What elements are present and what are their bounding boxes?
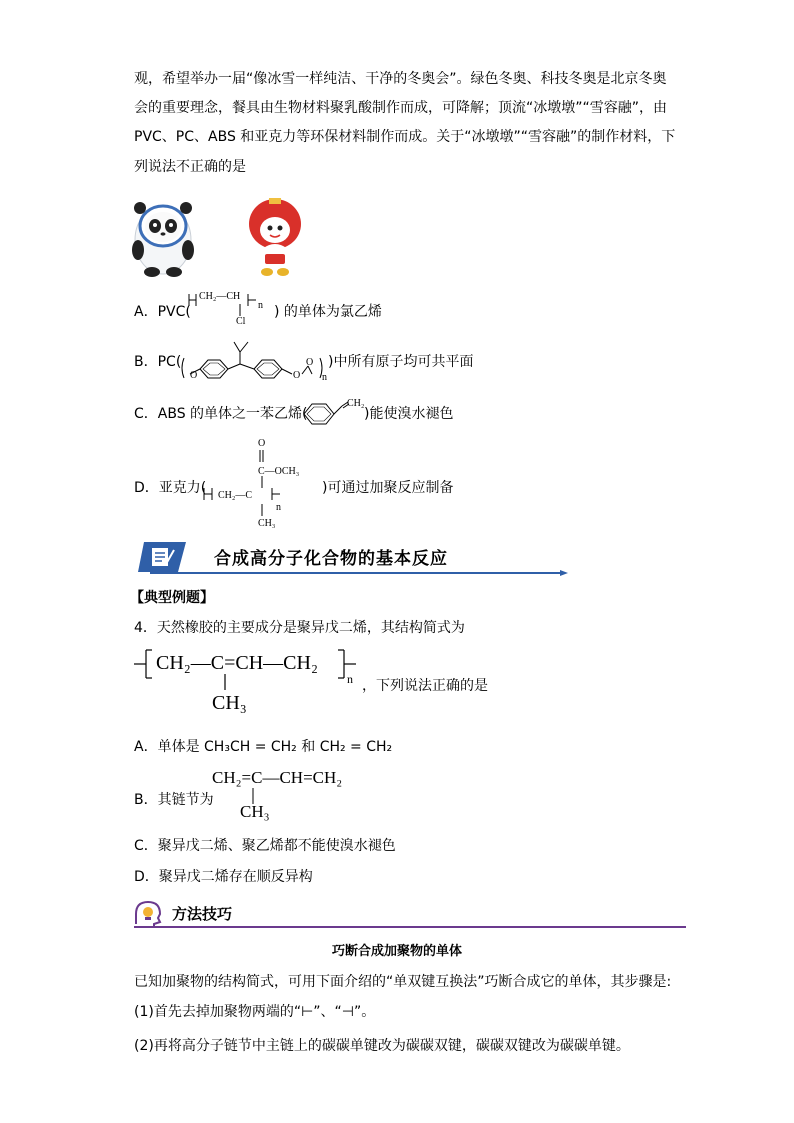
- option-3d-suffix: )可通过加聚反应制备: [322, 480, 454, 496]
- bing-dwen-dwen-image: [128, 192, 198, 278]
- q4-stem: 4．天然橡胶的主要成分是聚异戊二烯，其结构简式为: [134, 620, 465, 636]
- section-title: 合成高分子化合物的基本反应: [214, 549, 448, 569]
- method-title: 巧断合成加聚物的单体: [331, 944, 462, 959]
- q4-option-c: C．聚异戊二烯、聚乙烯都不能使溴水褪色: [134, 838, 396, 854]
- pc-n: n: [322, 372, 327, 383]
- option-3c-prefix: C．ABS 的单体之一苯乙烯(: [134, 406, 308, 422]
- option-3b-prefix: B．PC(: [134, 354, 182, 370]
- example-label: 【典型例题】: [130, 590, 214, 606]
- polyisoprene-n: n: [347, 672, 353, 686]
- polyisoprene-chain: CH₂—C=CH—CH₂: [156, 652, 318, 674]
- pc-o3: O: [306, 357, 314, 368]
- intro-line-1: 观，希望举办一届“像冰雪一样纯洁、干净的冬奥会”。绿色冬奥、科技冬奥是北京冬奥: [134, 71, 667, 87]
- pvc-chain: CH₂—CH: [199, 291, 241, 302]
- head-bulb-icon: [132, 898, 162, 928]
- option-3a-suffix: ) 的单体为氯乙烯: [274, 304, 382, 320]
- q4-option-b-prefix: B．其链节为: [134, 792, 214, 808]
- q4-option-a: A．单体是 CH₃CH = CH₂ 和 CH₂ = CH₂: [134, 739, 393, 755]
- method-p2: (1)首先去掉加聚物两端的“⊢”、“⊣”。: [134, 1004, 376, 1020]
- method-label: 方法技巧: [172, 905, 233, 923]
- q4-after-formula: ，下列说法正确的是: [362, 678, 488, 694]
- styrene-ch2: CH₂: [347, 398, 365, 409]
- notepad-icon: [138, 538, 190, 576]
- pvc-n: n: [258, 300, 263, 311]
- option-3d-prefix: D．亚克力(: [134, 480, 207, 496]
- pmma-main-chain: CH₂—C: [218, 490, 253, 501]
- q4-b-chain: CH₂=C—CH=CH₂: [212, 768, 343, 787]
- intro-line-2: 会的重要理念，餐具由生物材料聚乳酸制作而成，可降解；顶流“冰墩墩”“雪容融”，由: [134, 100, 668, 116]
- pmma-o: O: [258, 438, 266, 449]
- method-divider: [134, 926, 686, 928]
- pc-o2: O: [293, 370, 301, 381]
- option-3c-suffix: )能使溴水褪色: [364, 406, 454, 422]
- pc-o1: O: [190, 370, 198, 381]
- pmma-formula: [200, 448, 300, 528]
- pmma-ester: C—OCH₃: [258, 466, 300, 477]
- intro-line-4: 列说法不正确的是: [134, 159, 246, 175]
- section-divider: [150, 572, 562, 574]
- q4-option-d: D．聚异戊二烯存在顺反异构: [134, 869, 313, 885]
- pmma-ch3: CH₃: [258, 518, 276, 529]
- arrow-icon: [560, 568, 568, 578]
- method-p1: 已知加聚物的结构简式，可用下面介绍的“单双键互换法”巧断合成它的单体，其步骤是:: [134, 974, 672, 990]
- option-3a-prefix: A．PVC(: [134, 304, 191, 320]
- method-p3: (2)再将高分子链节中主链上的碳碳单键改为碳碳双键，碳碳双键改为碳碳单键。: [134, 1038, 630, 1054]
- pvc-cl: Cl: [236, 316, 246, 327]
- pmma-n: n: [276, 502, 281, 513]
- option-3b-suffix: )中所有原子均可共平面: [328, 354, 474, 370]
- intro-line-3: PVC、PC、ABS 和亚克力等环保材料制作而成。关于“冰墩墩”“雪容融”的制作材料，下: [134, 129, 676, 145]
- shuey-rhon-rhon-image: [245, 196, 305, 278]
- q4-b-ch3: CH₃: [240, 802, 270, 821]
- polyisoprene-ch3: CH₃: [212, 692, 247, 714]
